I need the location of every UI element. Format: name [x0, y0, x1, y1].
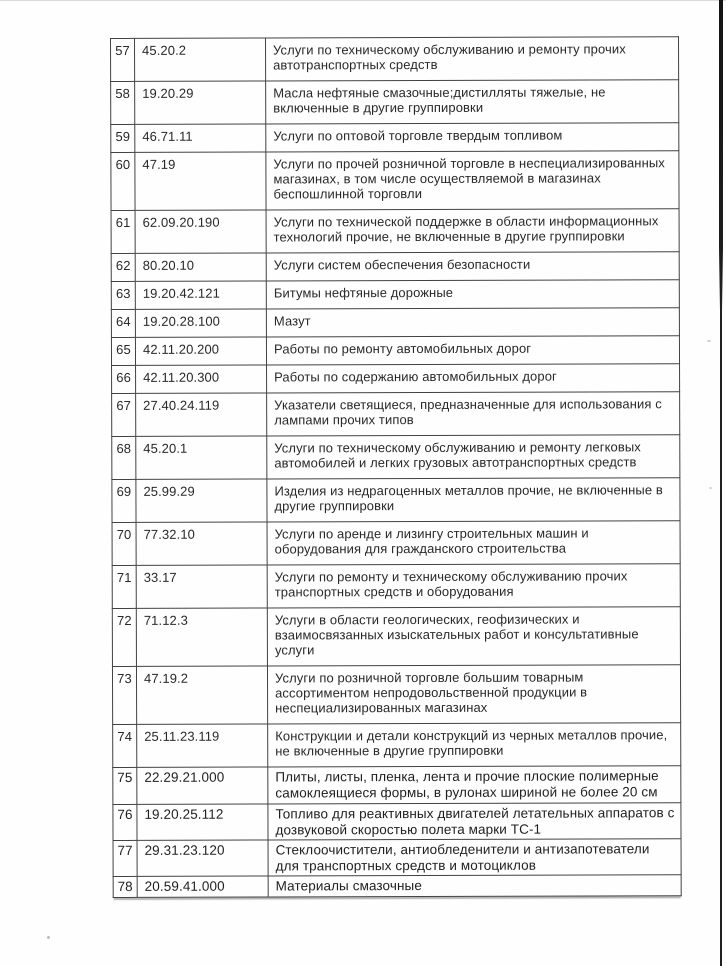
table-row [111, 280, 679, 310]
table-row [112, 607, 680, 667]
table-row [113, 723, 681, 768]
code-cell: 42.11.20.200 [135, 337, 266, 365]
code-cell: 77.32.10 [136, 522, 267, 565]
row-number-cell: 57 [111, 38, 135, 81]
code-cell: 25.99.29 [136, 479, 267, 522]
table-row [111, 80, 679, 125]
code-cell: 19.20.28.100 [135, 309, 266, 337]
code-cell: 19.20.25.112 [137, 804, 268, 840]
code-cell: 47.19 [135, 152, 266, 210]
code-cell: 42.11.20.300 [136, 365, 267, 393]
description-cell: Масла нефтяные смазочные;дистилляты тяжелые, не включенные в другие группировки [266, 80, 679, 124]
code-cell: 45.20.1 [136, 436, 267, 479]
table-row [112, 435, 680, 480]
description-cell: Услуги по ремонту и техническому обслуживанию прочих транспортных средств и оборудования [267, 564, 680, 608]
table-row [112, 665, 680, 725]
code-cell: 80.20.10 [135, 253, 266, 281]
table-row [111, 151, 679, 211]
table-row [113, 839, 681, 877]
table-row [113, 803, 681, 841]
code-cell: 25.11.23.119 [137, 724, 268, 767]
description-cell: Плиты, листы, пленка, лента и прочие плоские полимерные самоклеящиеся формы, в рулонах шириной не более 20 см [268, 766, 681, 804]
description-cell: Конструкции и детали конструкций из черных металлов прочие, не включенные в другие группировки [268, 723, 681, 767]
row-number-cell: 62 [111, 253, 135, 281]
table-row [111, 37, 679, 82]
description-cell: Топливо для реактивных двигателей летательных аппаратов с дозвуковой скоростью полета марки ТС-1 [268, 803, 681, 840]
table-row [111, 252, 679, 282]
description-cell: Стеклоочистители, антиобледенители и антизапотеватели для транспортных средств и мотоциклов [268, 839, 681, 876]
nomenclature-table [110, 36, 682, 897]
row-number-cell: 74 [113, 724, 137, 767]
row-number-cell: 61 [111, 210, 135, 253]
description-cell: Услуги систем обеспечения безопасности [266, 252, 679, 281]
row-number-cell: 64 [111, 309, 135, 337]
row-number-cell: 71 [112, 565, 136, 608]
code-cell: 45.20.2 [135, 38, 266, 81]
table-body [111, 37, 682, 897]
row-number-cell: 70 [112, 522, 136, 565]
row-number-cell: 60 [111, 152, 135, 210]
description-cell: Услуги по розничной торговле большим товарным ассортиментом непродовольственной продукции в неспециализированных магазинах [267, 665, 680, 724]
description-cell: Услуги по техническому обслуживанию и ремонту легковых автомобилей и легких грузовых автотранспортных средств [267, 435, 680, 479]
row-number-cell: 65 [111, 337, 135, 365]
table-row [113, 766, 681, 805]
scan-speck [707, 340, 711, 342]
description-cell: Услуги по технической поддержке в области информационных технологий прочие, не включенные в другие группировки [266, 209, 679, 253]
description-cell: Услуги в области геологических, геофизических и взаимосвязанных изыскательных работ и консультативные услуги [267, 607, 680, 666]
code-cell: 27.40.24.119 [136, 393, 267, 436]
description-cell: Изделия из недрагоценных металлов прочие, не включенные в другие группировки [267, 478, 680, 522]
scan-speck [47, 936, 50, 939]
code-cell: 46.71.11 [135, 124, 266, 152]
row-number-cell: 69 [112, 479, 136, 522]
code-cell: 47.19.2 [136, 666, 267, 724]
code-cell: 19.20.29 [135, 81, 266, 124]
row-number-cell: 59 [111, 124, 135, 152]
description-cell: Мазут [266, 308, 679, 337]
scan-speck [709, 487, 712, 489]
row-number-cell: 75 [113, 767, 137, 804]
code-cell: 29.31.23.120 [137, 840, 268, 876]
description-cell: Работы по ремонту автомобильных дорог [266, 336, 679, 365]
table-row [112, 478, 680, 523]
table-row [111, 308, 679, 338]
code-cell: 33.17 [136, 565, 267, 608]
description-cell: Битумы нефтяные дорожные [266, 280, 679, 309]
row-number-cell: 72 [112, 608, 136, 666]
row-number-cell: 63 [111, 281, 135, 309]
description-cell: Материалы смазочные [268, 875, 681, 897]
description-cell: Услуги по оптовой торговле твердым топливом [266, 123, 679, 152]
description-cell: Указатели светящиеся, предназначенные для использования с лампами прочих типов [267, 392, 680, 436]
description-cell: Услуги по прочей розничной торговле в неспециализированных магазинах, в том числе осуществляемой в магазинах беспошлинной торговли [266, 151, 679, 210]
row-number-cell: 58 [111, 81, 135, 124]
table-row [112, 564, 680, 609]
code-cell: 22.29.21.000 [137, 767, 268, 804]
code-cell: 20.59.41.000 [137, 876, 268, 897]
description-cell: Работы по содержанию автомобильных дорог [267, 364, 680, 393]
table-row [111, 209, 679, 254]
code-cell: 62.09.20.190 [135, 210, 266, 253]
table-row [112, 521, 680, 566]
description-cell: Услуги по аренде и лизингу строительных машин и оборудования для гражданского строительства [267, 521, 680, 565]
table-row [112, 364, 680, 394]
row-number-cell: 76 [113, 804, 137, 840]
table-row [113, 875, 681, 897]
row-number-cell: 78 [113, 876, 137, 897]
scan-top-edge-artifact [0, 0, 726, 1]
row-number-cell: 67 [112, 393, 136, 436]
row-number-cell: 73 [112, 666, 136, 724]
row-number-cell: 68 [112, 436, 136, 479]
table-row [111, 336, 679, 366]
row-number-cell: 77 [113, 840, 137, 876]
description-cell: Услуги по техническому обслуживанию и ремонту прочих автотранспортных средств [266, 37, 679, 81]
row-number-cell: 66 [112, 365, 136, 393]
code-cell: 19.20.42.121 [135, 281, 266, 309]
table-row [111, 123, 679, 153]
table-row [112, 392, 680, 437]
scan-right-edge-dark-artifact [719, 0, 723, 310]
code-cell: 71.12.3 [136, 608, 267, 666]
